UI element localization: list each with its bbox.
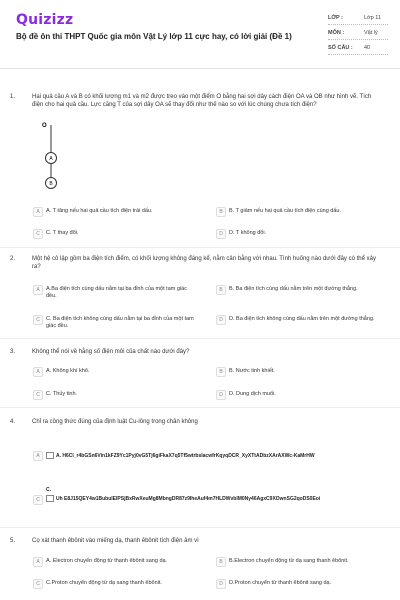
subject-value: Vật lý bbox=[364, 30, 378, 36]
pendulum-figure bbox=[36, 118, 76, 196]
page-title: Bộ đề ôn thi THPT Quốc gia môn Vật Lý lớp 11 cực hay, có lời giải (Đề 1) bbox=[16, 32, 292, 41]
question-number: 1. bbox=[10, 94, 16, 100]
count-label: SỐ CÂU : bbox=[328, 45, 353, 51]
ball-b-label: B bbox=[49, 181, 53, 187]
broken-image-icon bbox=[46, 452, 54, 459]
header-divider bbox=[0, 68, 400, 69]
question-text: Hai quả cầu A và B có khối lượng m1 và m2 được treo vào một điểm O bằng hai sợi dây cách điện OA và OB như hình vẽ. Tích điện cho hai quả cầu. Lực căng T của sợi dây OA sẽ thay đổi như thế nào so với lúc chúng chưa tích điện? bbox=[32, 94, 372, 108]
class-label: LỚP : bbox=[328, 15, 343, 21]
class-value: Lớp 11 bbox=[364, 15, 381, 21]
subject-label: MÔN : bbox=[328, 30, 345, 36]
count-value: 40 bbox=[364, 45, 371, 51]
point-o-label: O bbox=[42, 123, 47, 129]
quizizz-logo: Quizizz bbox=[16, 12, 74, 28]
broken-image-icon bbox=[46, 495, 54, 502]
header bbox=[0, 0, 400, 66]
ball-a-label: A bbox=[49, 156, 53, 162]
